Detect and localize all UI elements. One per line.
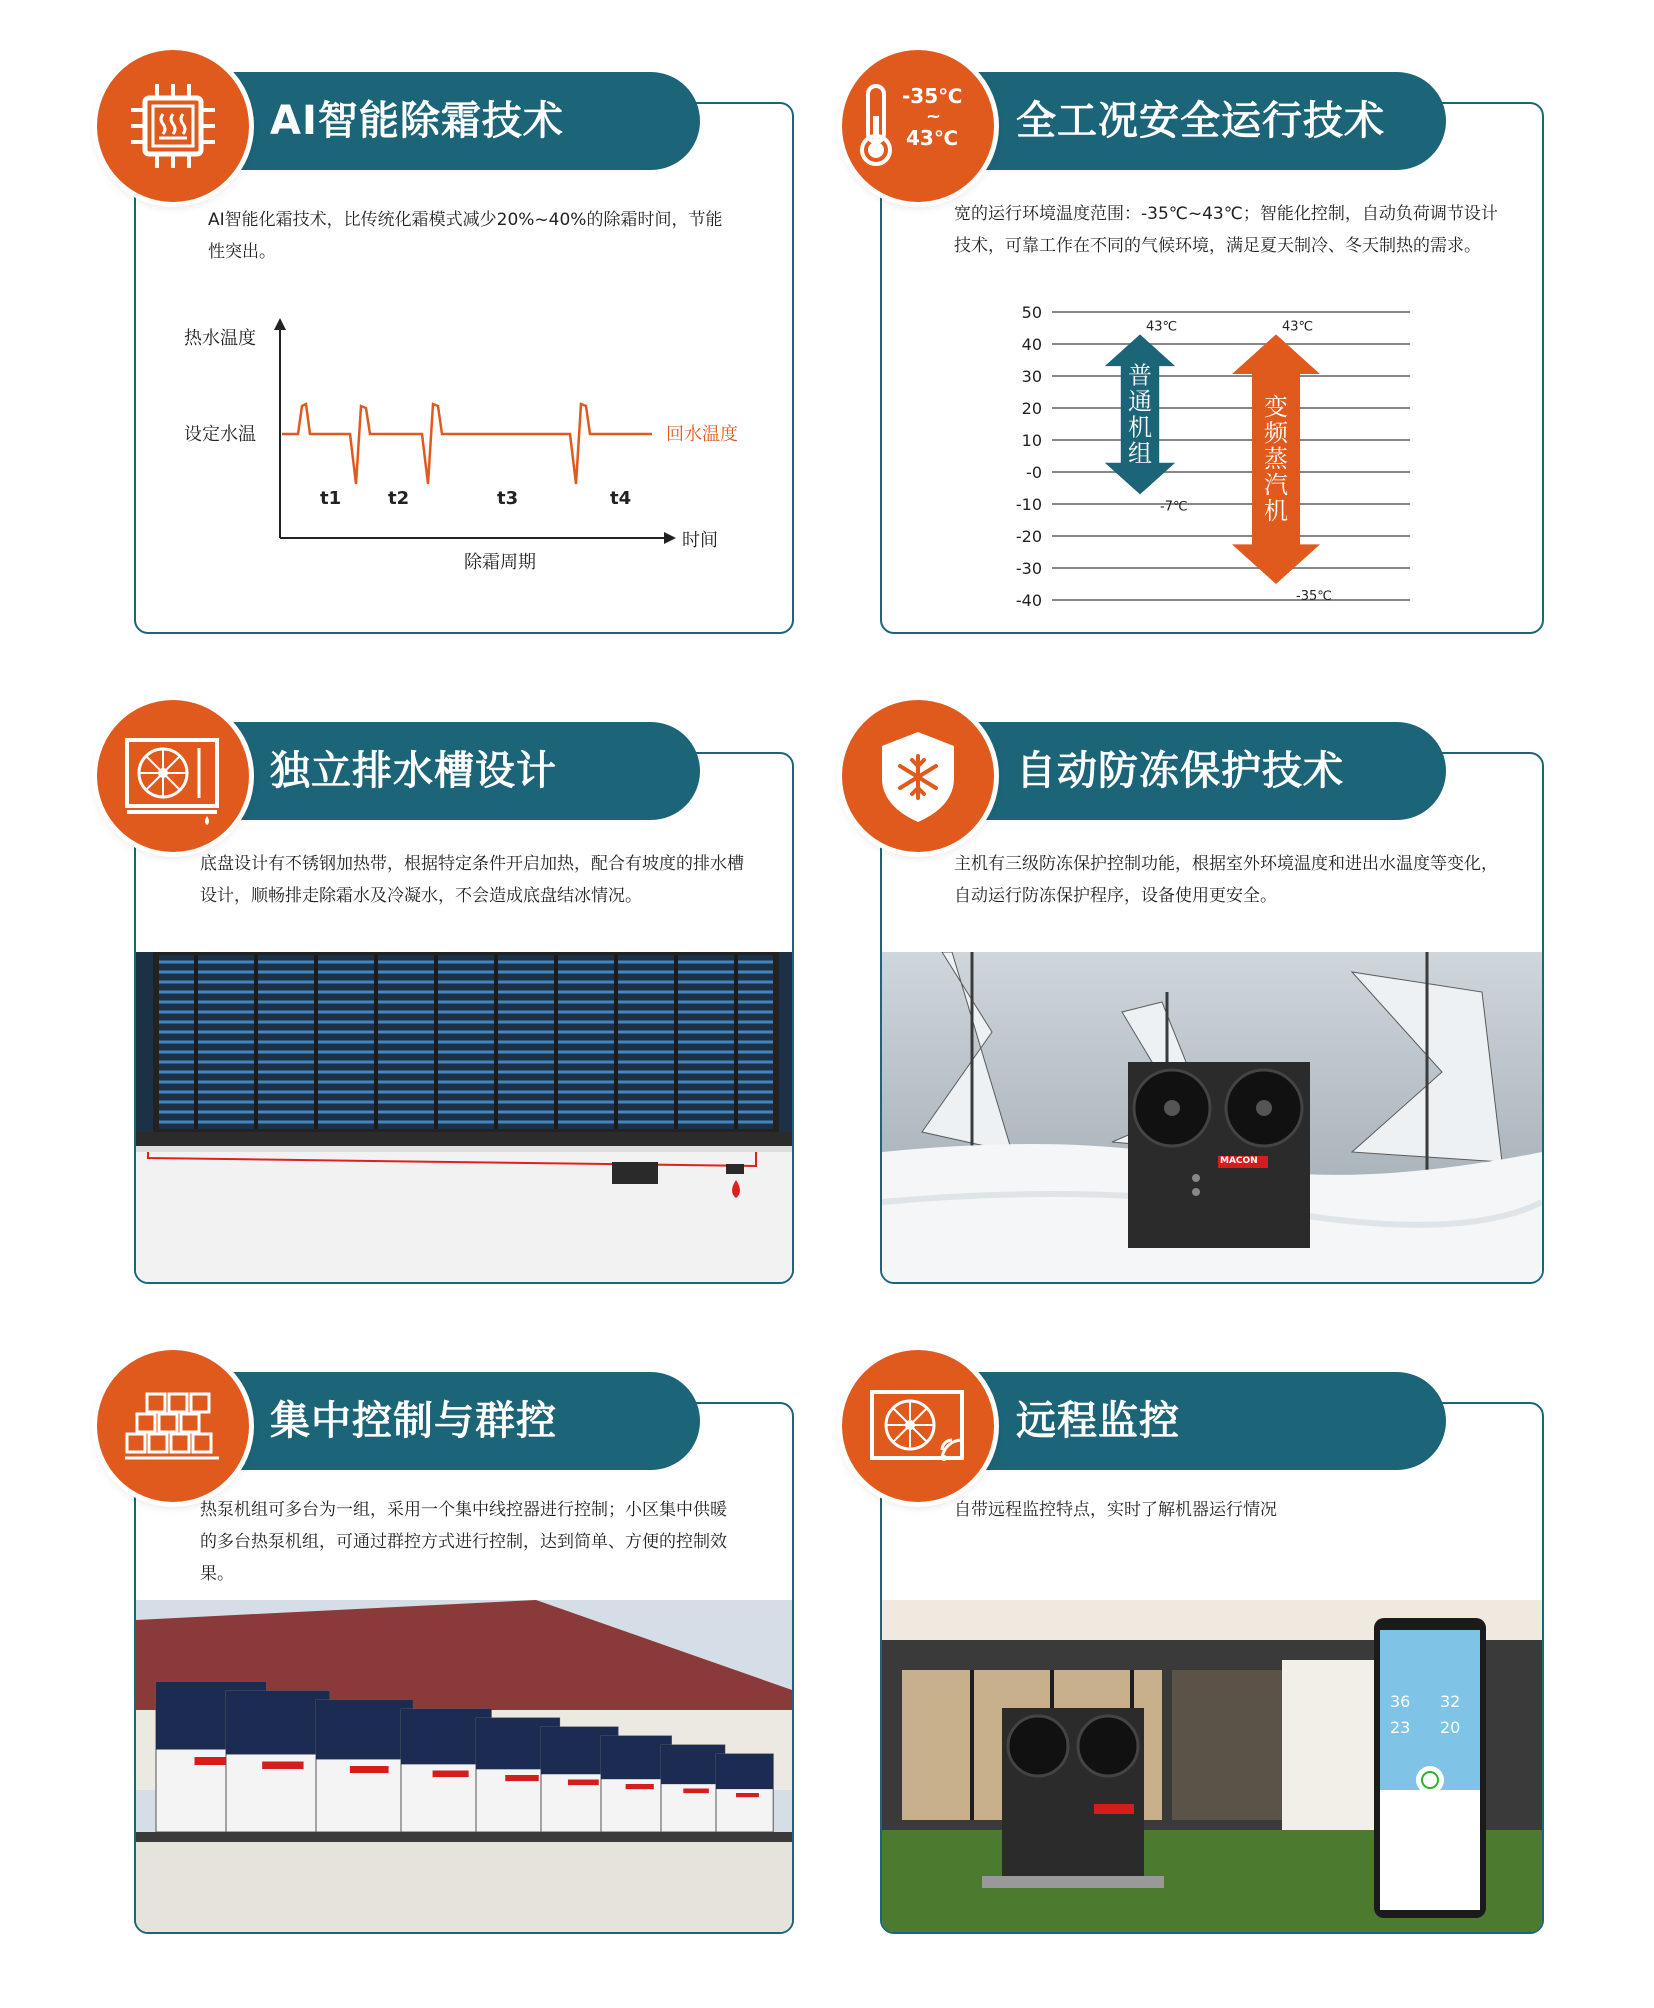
phone-temp-3: 23 — [1390, 1718, 1411, 1737]
y-tick-label: -40 — [1015, 591, 1042, 610]
group-units-photo — [136, 1600, 792, 1932]
outdoor-unit-drain-icon — [97, 700, 249, 852]
drain-photo — [136, 952, 792, 1282]
phone-temp-4: 20 — [1440, 1718, 1461, 1737]
card-title: AI智能除霜技术 — [270, 98, 564, 144]
y-tick-label: 30 — [1021, 367, 1042, 386]
interval-label: t1 — [320, 488, 342, 509]
card-title: 集中控制与群控 — [270, 1398, 557, 1444]
y-tick-label: -10 — [1015, 495, 1042, 514]
y-tick-label: 40 — [1021, 335, 1042, 354]
temp-bottom-text: 43℃ — [906, 126, 959, 150]
snow-scene-photo — [882, 952, 1542, 1282]
chip-defrost-icon — [97, 50, 249, 202]
series-name-char: 蒸 — [1264, 445, 1288, 474]
series-name-char: 变 — [1264, 393, 1288, 422]
temp-top-text: -35℃ — [902, 84, 963, 108]
y-tick-label: 20 — [1021, 399, 1042, 418]
header-bar-antifreeze — [976, 722, 1446, 820]
series-name-char: 频 — [1264, 419, 1288, 448]
card-title: 远程监控 — [1016, 1398, 1180, 1444]
card-description: AI智能化霜技术，比传统化霜模式减少20%~40%的除霜时间，节能性突出。 — [208, 210, 723, 262]
interval-label: t3 — [497, 488, 519, 509]
interval-label: t2 — [388, 488, 410, 509]
range-low-label: -35℃ — [1296, 589, 1332, 604]
interval-label: t4 — [610, 488, 632, 509]
series-name-char: 组 — [1128, 439, 1152, 468]
y-tick-label: 50 — [1021, 303, 1042, 322]
card-title: 独立排水槽设计 — [270, 748, 557, 794]
header-bar-full-condition — [976, 72, 1446, 170]
card-antifreeze — [880, 752, 1544, 1284]
header-bar-ai-defrost — [230, 72, 700, 170]
range-high-label: 43℃ — [1282, 319, 1314, 335]
y-tick-label: -30 — [1015, 559, 1042, 578]
phone-temp-1: 36 — [1390, 1692, 1411, 1711]
defrost-chart — [180, 316, 760, 576]
range-low-label: -7℃ — [1160, 499, 1188, 515]
y-tick-label: 10 — [1021, 431, 1042, 450]
card-description: 自带远程监控特点，实时了解机器运行情况 — [954, 1500, 1277, 1520]
thermometer-icon — [842, 50, 994, 202]
snowflake-shield-icon — [842, 700, 994, 852]
header-bar-drain — [230, 722, 700, 820]
card-group-control — [134, 1402, 794, 1934]
card-remote-monitor — [880, 1402, 1544, 1934]
temp-mid-text: ~ — [926, 106, 942, 127]
card-description: 宽的运行环境温度范围：-35℃~43℃；智能化控制，自动负荷调节设计技术，可靠工作在不同的气候环境，满足夏天制冷、冬天制热的需求。 — [954, 204, 1498, 256]
phone-temp-2: 32 — [1440, 1692, 1461, 1711]
y-tick-label: -20 — [1015, 527, 1042, 546]
series-name-char: 汽 — [1264, 471, 1288, 500]
card-title: 全工况安全运行技术 — [1016, 98, 1385, 144]
y-tick-label: -0 — [1026, 463, 1042, 482]
series-name-char: 机 — [1128, 413, 1152, 442]
card-description: 主机有三级防冻保护控制功能，根据室外环境温度和进出水温度等变化，自动运行防冻保护程序，设备使用更安全。 — [954, 854, 1498, 906]
card-description: 热泵机组可多台为一组，采用一个集中线控器进行控制；小区集中供暖的多台热泵机组，可通过群控方式进行控制，达到简单、方便的控制效果。 — [200, 1500, 727, 1584]
series-label: 回水温度 — [666, 424, 738, 445]
brand-label: MACON — [1220, 1156, 1258, 1166]
y-axis-label: 热水温度 — [184, 328, 256, 349]
house-scene-photo — [882, 1600, 1542, 1932]
temp-range-chart — [1000, 296, 1430, 616]
header-bar-remote — [976, 1372, 1446, 1470]
series-name-char: 普 — [1128, 361, 1152, 390]
card-description: 底盘设计有不锈钢加热带，根据特定条件开启加热，配合有坡度的排水槽设计，顺畅排走除霜水及冷凝水，不会造成底盘结冰情况。 — [200, 854, 744, 906]
series-name-char: 通 — [1128, 387, 1152, 416]
wifi-unit-icon — [842, 1350, 994, 1502]
multi-unit-icon — [97, 1350, 249, 1502]
card-drain-design — [134, 752, 794, 1284]
card-title: 自动防冻保护技术 — [1016, 748, 1344, 794]
x-axis-label: 时间 — [682, 530, 718, 551]
set-temp-label: 设定水温 — [184, 424, 256, 445]
range-high-label: 43℃ — [1146, 319, 1178, 335]
period-label: 除霜周期 — [464, 552, 536, 573]
series-name-char: 机 — [1264, 497, 1288, 526]
header-bar-group-control — [230, 1372, 700, 1470]
